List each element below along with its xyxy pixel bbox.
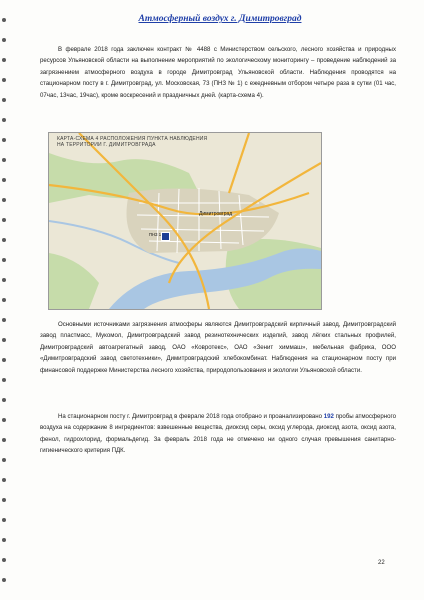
location-map [48, 132, 322, 310]
measurements-text-before: На стационарном посту г. Димитровград в феврале 2018 года отобрано и проанализировано [58, 413, 324, 420]
map-caption [57, 136, 207, 148]
station-label: ПНЗ 1 [149, 232, 162, 237]
measurements-text-after: пробы атмосферного воздуха на содержание 8 ингредиентов: взвешенные вещества, диоксид серы, оксид углерода, диоксид азота, оксид азота, фенол, гидрохлорид, формальдегид. За февраль 2018 года не отмечено ни одного случая превышения санитарно-гигиенического критерия ПДК. [40, 413, 396, 455]
sample-count: 192 [323, 413, 334, 420]
binding-holes [0, 0, 12, 600]
map-image [49, 133, 321, 309]
contract-paragraph: В феврале 2018 года заключен контракт № 4488 с Министерством сельского, лесного хозяйства и природных ресурсов Ульяновской области на выполнение мероприятий по экологическому мониторингу – проведение наблюдений за загрязнением атмосферного воздуха в городе Димитровград Ульяновской области. Наблюдения проводятся на стационарном посту в г. Димитровград, ул. Московская, 73 (ПНЗ № 1) с ежедневным отбором четыре раза в сутки (01 час, 07час, 13час, 19час), кроме воскресений и праздничных дней. (карта-схема 4). [40, 46, 396, 99]
map-caption-line-2: НА ТЕРРИТОРИИ Г. ДИМИТРОВГРАДА [57, 142, 156, 148]
page-number: 22 [378, 560, 385, 566]
map-caption-line-1: КАРТА-СХЕМА 4 РАСПОЛОЖЕНИЯ ПУНКТА НАБЛЮДЕНИЯ [57, 136, 208, 142]
station-marker-icon [161, 232, 170, 241]
pollution-sources-paragraph: Основными источниками загрязнения атмосферы являются Димитровградский кирпичный завод, Димитровградский завод пластмасс, Мукомол, Димитровградский завод резинотехнических изделий, завод лёгких стальных профилей, Димитровградский автоагрегатный завод, ОАО «Ковротекс», ОАО «Зенит химмаш», мебельная фабрика, ООО «Димитровградский завод светотехники», Димитровградский хлебокомбинат. Наблюдения на стационарном посту при финансовой поддержке Министерства лесного хозяйства, природопользования и экологии Ульяновской области. [40, 321, 396, 374]
measurements-paragraph [40, 411, 396, 457]
page-title: Атмосферный воздух г. Димитровград [138, 14, 302, 24]
city-label: Димитровград [199, 211, 233, 217]
